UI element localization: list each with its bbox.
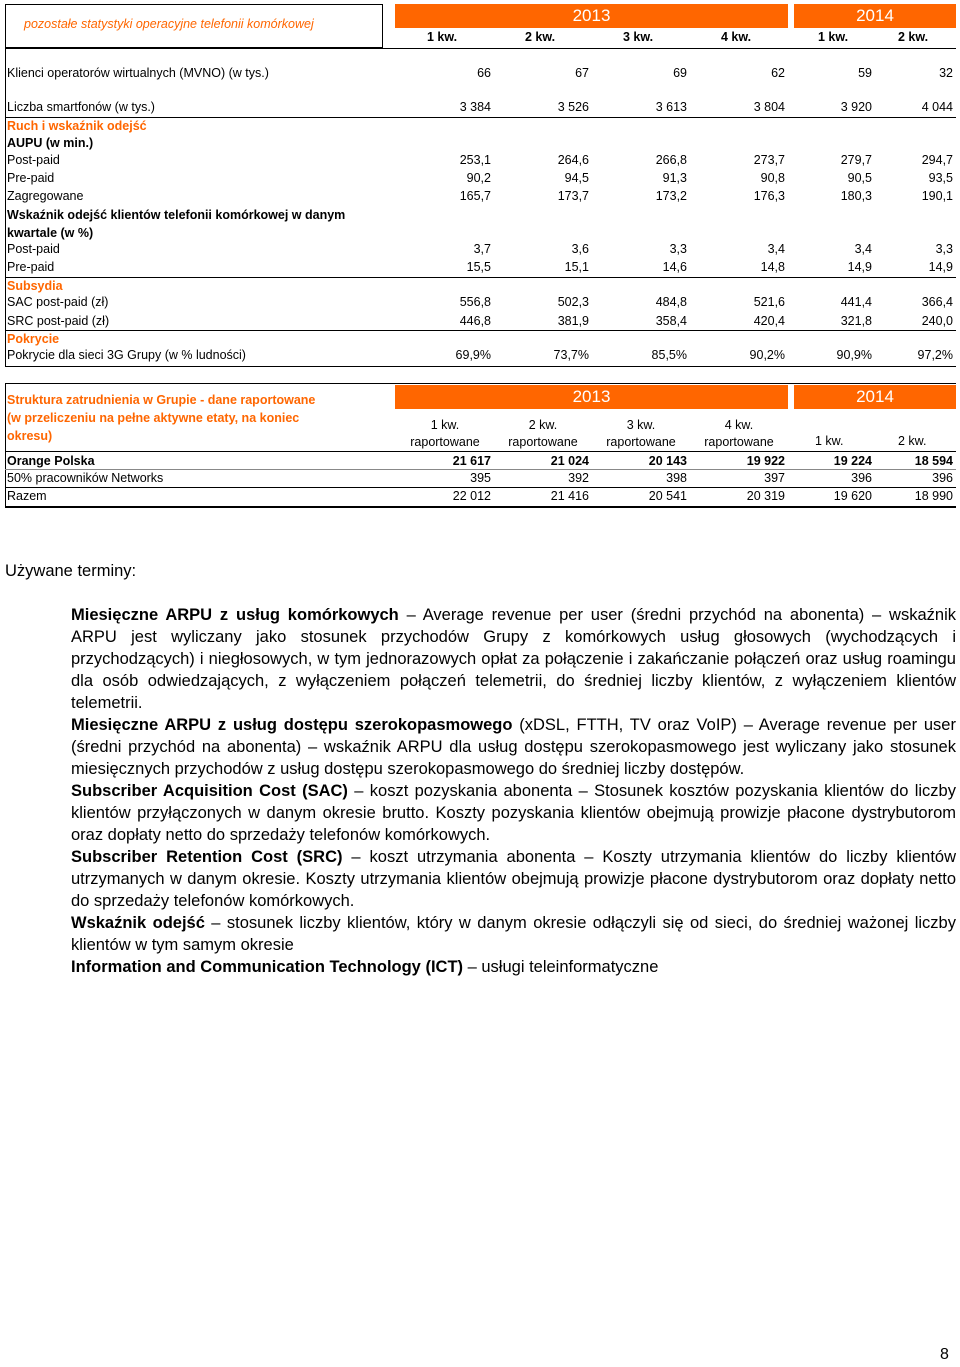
churn-label-line-2: kwartale (w %): [7, 226, 94, 240]
cell: 279,7: [840, 153, 872, 167]
cell: 321,8: [840, 314, 872, 328]
quarter-header: 1 kw.: [427, 30, 458, 44]
reported-label: raportowane: [606, 435, 676, 449]
cell: 294,7: [921, 153, 953, 167]
cell: 90,2: [466, 171, 491, 185]
table-row: [6, 189, 956, 206]
quarter-header-cell: [493, 417, 593, 451]
cell: 173,2: [655, 189, 687, 203]
row-divider: [5, 487, 956, 488]
term-text: Average revenue per user (średni przychód na abonenta) – wskaźnik ARPU jest wyliczany jako stosunek przychodów Grupy z komórkowych usług głosowych (wychodzących i przychodzących) i niegłosowych, w tym jednorazowych opłat za połączenie i zakańczanie połączeń oraz usług roamingu dla osób odwiedzających, z wyłączeniem połączeń telemetrii, do średniej liczby klientów, z wyłączeniem klientów telemetrii.: [71, 606, 956, 712]
cell: 4 044: [921, 100, 953, 114]
cell: 21 416: [550, 489, 589, 503]
cell: 273,7: [753, 153, 785, 167]
row-divider: [5, 330, 956, 331]
quarter-header: 2 kw.: [525, 30, 556, 44]
row-label: SAC post-paid (zł): [7, 295, 109, 309]
cell: 3,3: [669, 242, 687, 256]
cell: 3 526: [557, 100, 589, 114]
term-dash: –: [347, 782, 370, 800]
table2-bottom-border: [5, 506, 956, 508]
cell: 15,5: [466, 260, 491, 274]
row-label: Pokrycie dla sieci 3G Grupy (w % ludności): [7, 348, 246, 362]
cell: 392: [568, 471, 589, 485]
cell: 396: [851, 471, 872, 485]
quarter-header: 2 kw.: [898, 434, 927, 448]
quarter-header: 4 kw.: [724, 418, 754, 432]
year-2014-header: 2014: [794, 4, 956, 28]
table-row: [6, 66, 956, 83]
term-text: stosunek liczby klientów, który w danym okresie odłączyli się od sieci, do średniej ważonej liczby klientów w tym samym okresie: [71, 914, 956, 954]
quarter-header: 1 kw.: [430, 418, 460, 432]
section-title-subsidy: Subsydia: [7, 279, 63, 293]
quarter-header: 3 kw.: [623, 30, 654, 44]
quarter-header-cell: [689, 417, 789, 451]
term-item: [71, 714, 956, 780]
quarter-header-cell: [591, 417, 691, 451]
cell: 19 620: [833, 489, 872, 503]
cell: 90,5: [847, 171, 872, 185]
table1-bottom-border: [5, 366, 956, 367]
cell: 521,6: [753, 295, 785, 309]
quarter-header: 1 kw.: [818, 30, 849, 44]
cell: 19 224: [833, 454, 872, 468]
table2-title-line-3: okresu): [7, 429, 53, 443]
table1-header-title-box: [5, 4, 383, 48]
table-row: [6, 489, 956, 506]
cell: 3 804: [753, 100, 785, 114]
term-name: Wskaźnik odejść: [71, 914, 205, 932]
term-text: usługi teleinformatyczne: [481, 958, 659, 976]
row-label: 50% pracowników Networks: [7, 471, 164, 485]
quarter-header: 2 kw.: [898, 30, 929, 44]
terms-heading: Używane terminy:: [5, 562, 137, 580]
row-label: Klienci operatorów wirtualnych (MVNO) (w tys.): [7, 66, 269, 80]
term-item: [71, 912, 956, 956]
cell: 21 024: [550, 454, 589, 468]
cell: 180,3: [840, 189, 872, 203]
cell: 441,4: [840, 295, 872, 309]
table-row: [6, 471, 956, 488]
reported-label: raportowane: [410, 435, 480, 449]
term-text: koszt pozyskania abonenta – Stosunek kosztów pozyskania klientów do liczby klientów przyłączonych w danym okresie brutto. Koszty pozyskania klientów obejmują prowizje płacone dystrybutorom oraz dopłaty netto do sprzedaży telefonów komórkowych.: [71, 782, 956, 844]
term-dash: –: [342, 848, 370, 866]
cell: 190,1: [921, 189, 953, 203]
term-name: Miesięczne ARPU z usług dostępu szerokopasmowego: [71, 716, 513, 734]
cell: 93,5: [928, 171, 953, 185]
cell: 165,7: [459, 189, 491, 203]
table1-header-title: pozostałe statystyki operacyjne telefonii komórkowej: [24, 17, 314, 31]
cell: 3,7: [473, 242, 491, 256]
table-row: [6, 242, 956, 259]
cell: 395: [470, 471, 491, 485]
churn-label-line-1: Wskaźnik odejść klientów telefonii komórkowej w danym: [7, 208, 346, 222]
row-label: Pre-paid: [7, 260, 55, 274]
row-label: Zagregowane: [7, 189, 84, 203]
table2-top-border: [5, 383, 956, 384]
row-label: Razem: [7, 489, 47, 503]
cell: 67: [575, 66, 589, 80]
table2-title: [7, 392, 387, 444]
row-divider: [5, 469, 956, 470]
term-item: [71, 604, 956, 714]
row-divider: [5, 117, 956, 118]
cell: 3,6: [571, 242, 589, 256]
cell: 69,9%: [455, 348, 491, 362]
row-label: Post-paid: [7, 153, 60, 167]
row-label: Liczba smartfonów (w tys.): [7, 100, 155, 114]
term-dash: –: [463, 958, 482, 976]
cell: 21 617: [452, 454, 491, 468]
cell: 3,3: [935, 242, 953, 256]
year-2013-header: 2013: [395, 4, 788, 28]
cell: 240,0: [921, 314, 953, 328]
table-row: [6, 348, 956, 365]
table2-header-divider: [5, 451, 956, 452]
churn-label: [7, 207, 345, 241]
cell: 94,5: [564, 171, 589, 185]
terms-list: [71, 604, 956, 978]
row-label: SRC post-paid (zł): [7, 314, 110, 328]
row-label: Orange Polska: [7, 454, 95, 468]
term-name: Subscriber Acquisition Cost (SAC): [71, 782, 348, 800]
row-divider: [5, 277, 956, 278]
table2-title-line-2: (w przeliczeniu na pełne aktywne etaty, na koniec: [7, 411, 300, 425]
term-text: (xDSL, FTTH, TV oraz VoIP) – Average revenue per user (średni przychód na abonenta) – wskaźnik ARPU dla usług dostępu szerokopasmowego jest wyliczany jako stosunek miesięcznych przychodów z usług dostępu szerokopasmowego do średniej liczby dostępów.: [71, 716, 956, 778]
term-dash: –: [204, 914, 227, 932]
cell: 396: [932, 471, 953, 485]
cell: 18 990: [914, 489, 953, 503]
cell: 19 922: [746, 454, 785, 468]
quarter-header: 4 kw.: [721, 30, 752, 44]
cell: 97,2%: [917, 348, 953, 362]
quarter-header-cell: [395, 417, 495, 451]
cell: 556,8: [459, 295, 491, 309]
cell: 173,7: [557, 189, 589, 203]
term-item: [71, 780, 956, 846]
term-name: Information and Communication Technology (ICT): [71, 958, 464, 976]
cell: 253,1: [459, 153, 491, 167]
quarter-header: 1 kw.: [815, 434, 844, 448]
cell: 20 143: [648, 454, 687, 468]
cell: 420,4: [753, 314, 785, 328]
cell: 18 594: [914, 454, 953, 468]
cell: 3 613: [655, 100, 687, 114]
reported-label: raportowane: [508, 435, 578, 449]
cell: 85,5%: [651, 348, 687, 362]
cell: 14,8: [760, 260, 785, 274]
table-row: [6, 100, 956, 117]
cell: 22 012: [452, 489, 491, 503]
cell: 3,4: [854, 242, 872, 256]
cell: 62: [771, 66, 785, 80]
table-row: [6, 153, 956, 170]
term-text: koszt utrzymania abonenta – Koszty utrzymania klientów do liczby klientów utrzymanych w danym okresie. Koszty utrzymania klientów obejmują prowizje płacone dystrybutorom oraz dopłaty netto do sprzedaży telefonów komórkowych.: [71, 848, 956, 910]
cell: 90,9%: [836, 348, 872, 362]
cell: 358,4: [655, 314, 687, 328]
cell: 176,3: [753, 189, 785, 203]
cell: 69: [673, 66, 687, 80]
cell: 73,7%: [553, 348, 589, 362]
arpu-label: AUPU (w min.): [7, 136, 94, 150]
section-title-churn: Ruch i wskaźnik odejść: [7, 119, 147, 133]
cell: 66: [477, 66, 491, 80]
cell: 14,6: [662, 260, 687, 274]
cell: 398: [666, 471, 687, 485]
table1-divider: [5, 48, 956, 49]
row-label: Post-paid: [7, 242, 60, 256]
table2-title-line-1: Struktura zatrudnienia w Grupie - dane raportowane: [7, 393, 316, 407]
cell: 14,9: [928, 260, 953, 274]
term-name: Subscriber Retention Cost (SRC): [71, 848, 343, 866]
quarter-header: 3 kw.: [626, 418, 656, 432]
page-number: 8: [940, 1346, 949, 1363]
table-row: [6, 260, 956, 277]
cell: 446,8: [459, 314, 491, 328]
cell: 20 319: [746, 489, 785, 503]
cell: 381,9: [557, 314, 589, 328]
quarter-header: 2 kw.: [528, 418, 558, 432]
term-item: [71, 846, 956, 912]
cell: 32: [939, 66, 953, 80]
cell: 90,8: [760, 171, 785, 185]
cell: 90,2%: [749, 348, 785, 362]
term-item: [71, 956, 956, 978]
table-row: [6, 171, 956, 188]
cell: 264,6: [557, 153, 589, 167]
cell: 3 920: [840, 100, 872, 114]
cell: 15,1: [564, 260, 589, 274]
cell: 91,3: [662, 171, 687, 185]
term-dash: –: [398, 606, 423, 624]
cell: 14,9: [847, 260, 872, 274]
cell: 266,8: [655, 153, 687, 167]
table2-year-2013-header: 2013: [395, 385, 788, 409]
table-row: [6, 295, 956, 312]
cell: 366,4: [921, 295, 953, 309]
cell: 20 541: [648, 489, 687, 503]
table-row: [6, 314, 956, 331]
reported-label: raportowane: [704, 435, 774, 449]
table2-year-2014-header: 2014: [794, 385, 956, 409]
row-label: Pre-paid: [7, 171, 55, 185]
cell: 3,4: [767, 242, 785, 256]
cell: 3 384: [459, 100, 491, 114]
cell: 397: [764, 471, 785, 485]
term-name: Miesięczne ARPU z usług komórkowych: [71, 606, 399, 624]
section-title-coverage: Pokrycie: [7, 332, 60, 346]
cell: 59: [858, 66, 872, 80]
cell: 502,3: [557, 295, 589, 309]
cell: 484,8: [655, 295, 687, 309]
